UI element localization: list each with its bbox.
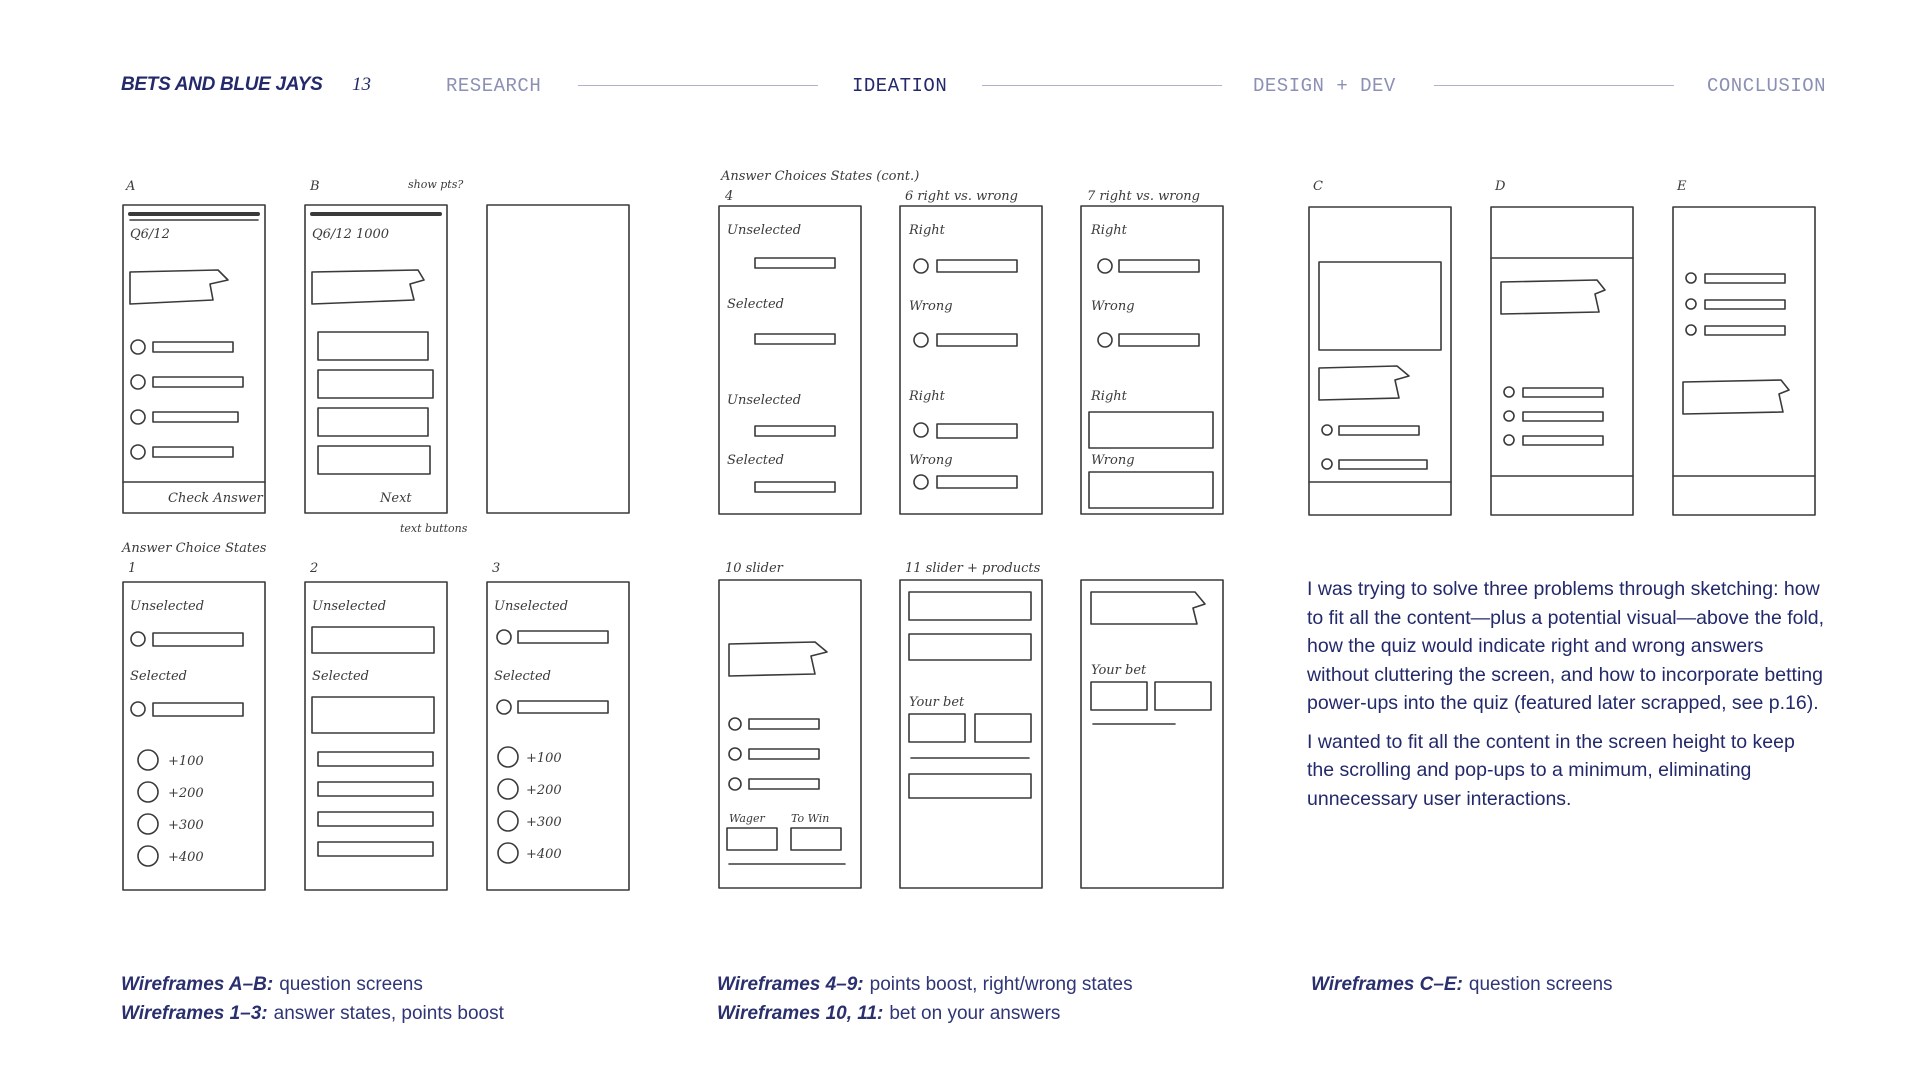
caption-column-3 <box>1311 970 1613 999</box>
step-design-dev[interactable]: DESIGN + DEV <box>1253 75 1396 97</box>
caption-label: Wireframes 10, 11: <box>717 1003 884 1024</box>
sketch-label: 4 <box>725 189 734 204</box>
pencil-sketch-wireframes <box>715 164 1235 904</box>
svg-text:show pts?: show pts? <box>408 178 464 191</box>
caption-line <box>717 970 1133 999</box>
svg-text:Q6/12 1000: Q6/12 1000 <box>312 227 390 242</box>
svg-text:+300: +300 <box>526 815 562 830</box>
step-conclusion[interactable]: CONCLUSION <box>1707 75 1827 97</box>
caption-text: points boost, right/wrong states <box>869 974 1133 995</box>
caption-text: bet on your answers <box>889 1003 1061 1024</box>
caption-text: question screens <box>1468 974 1613 995</box>
svg-text:Q6/12: Q6/12 <box>130 227 170 242</box>
svg-text:Answer Choice States: Answer Choice States <box>122 541 267 556</box>
divider-line <box>578 85 818 86</box>
caption-label: Wireframes 4–9: <box>717 974 864 995</box>
caption-line <box>121 970 504 999</box>
sketch-label: 10 slider <box>725 561 783 576</box>
svg-text:Selected: Selected <box>494 669 551 684</box>
sketch-group-question-screens <box>118 172 638 902</box>
page-number: 13 <box>352 74 371 95</box>
pencil-sketch-wireframes <box>1305 172 1825 517</box>
sketch-label: B <box>310 179 320 194</box>
description-text <box>1307 575 1827 823</box>
brand-title[interactable]: BETS AND BLUE JAYS <box>121 74 323 95</box>
svg-text:Unselected: Unselected <box>494 599 569 614</box>
svg-text:+400: +400 <box>526 847 562 862</box>
divider-line <box>982 85 1222 86</box>
sketch-label: C <box>1313 179 1323 194</box>
svg-text:Check Answer: Check Answer <box>168 491 263 506</box>
svg-text:+100: +100 <box>168 754 204 769</box>
svg-text:Right: Right <box>1091 389 1127 404</box>
description-paragraph-1: I was trying to solve three problems through sketching: how to fit all the content—plus a potential visual—above the fold, how the quiz would indicate right and wrong answers without cluttering the screen, and how to incorporate betting power-ups into the quiz (featured later scrapped, see p.16). <box>1307 578 1825 714</box>
svg-text:+200: +200 <box>168 786 204 801</box>
caption-line <box>121 999 504 1028</box>
svg-text:+300: +300 <box>168 818 204 833</box>
svg-text:Next: Next <box>380 491 412 506</box>
step-ideation[interactable]: IDEATION <box>852 75 948 97</box>
sketch-group-question-screens-c-e <box>1305 172 1825 517</box>
caption-column-2 <box>717 970 1133 1028</box>
svg-text:Unselected: Unselected <box>312 599 387 614</box>
svg-text:Wager: Wager <box>729 812 765 825</box>
description-paragraph-2: I wanted to fit all the content in the screen height to keep the scrolling and pop-ups to a minimum, eliminating unnecessary user interactions. <box>1307 730 1795 810</box>
caption-line <box>1311 970 1613 999</box>
sketch-label: 3 <box>492 561 501 576</box>
svg-text:Answer Choices States (cont.): Answer Choices States (cont.) <box>721 169 920 184</box>
svg-text:+100: +100 <box>526 751 562 766</box>
svg-text:Unselected: Unselected <box>727 223 802 238</box>
sketch-label: 2 <box>310 561 319 576</box>
sketch-label: D <box>1495 179 1506 194</box>
caption-line <box>717 999 1133 1028</box>
sketch-label: E <box>1677 179 1687 194</box>
svg-text:To Win: To Win <box>791 812 830 825</box>
svg-text:+400: +400 <box>168 850 204 865</box>
svg-text:Right: Right <box>909 389 945 404</box>
sketch-label: 7 right vs. wrong <box>1087 189 1200 204</box>
header-nav <box>0 64 1920 104</box>
caption-label: Wireframes 1–3: <box>121 1003 268 1024</box>
caption-label: Wireframes C–E: <box>1311 974 1463 995</box>
pencil-sketch-wireframes <box>118 172 638 902</box>
svg-text:Your bet: Your bet <box>1091 663 1147 678</box>
svg-text:Unselected: Unselected <box>130 599 205 614</box>
svg-text:+200: +200 <box>526 783 562 798</box>
caption-column-1 <box>121 970 504 1028</box>
caption-label: Wireframes A–B: <box>121 974 274 995</box>
sketch-label: A <box>126 179 136 194</box>
svg-text:Wrong: Wrong <box>909 299 953 314</box>
svg-text:Right: Right <box>909 223 945 238</box>
svg-text:Selected: Selected <box>130 669 187 684</box>
radio-rows <box>131 340 243 459</box>
svg-text:Unselected: Unselected <box>727 393 802 408</box>
sketch-group-answer-states <box>715 164 1235 904</box>
svg-text:Wrong: Wrong <box>1091 453 1135 468</box>
svg-text:Wrong: Wrong <box>1091 299 1135 314</box>
svg-text:text buttons: text buttons <box>400 522 468 535</box>
step-research[interactable]: RESEARCH <box>446 75 542 97</box>
svg-text:Right: Right <box>1091 223 1127 238</box>
svg-text:Wrong: Wrong <box>909 453 953 468</box>
sketch-label: 1 <box>128 561 137 576</box>
divider-line <box>1434 85 1674 86</box>
svg-text:Selected: Selected <box>312 669 369 684</box>
sketch-label: 6 right vs. wrong <box>905 189 1018 204</box>
caption-text: answer states, points boost <box>273 1003 504 1024</box>
svg-text:Your bet: Your bet <box>909 695 965 710</box>
caption-text: question screens <box>279 974 423 995</box>
svg-text:Selected: Selected <box>727 453 784 468</box>
svg-text:Selected: Selected <box>727 297 784 312</box>
sketch-label: 11 slider + products <box>905 561 1041 576</box>
